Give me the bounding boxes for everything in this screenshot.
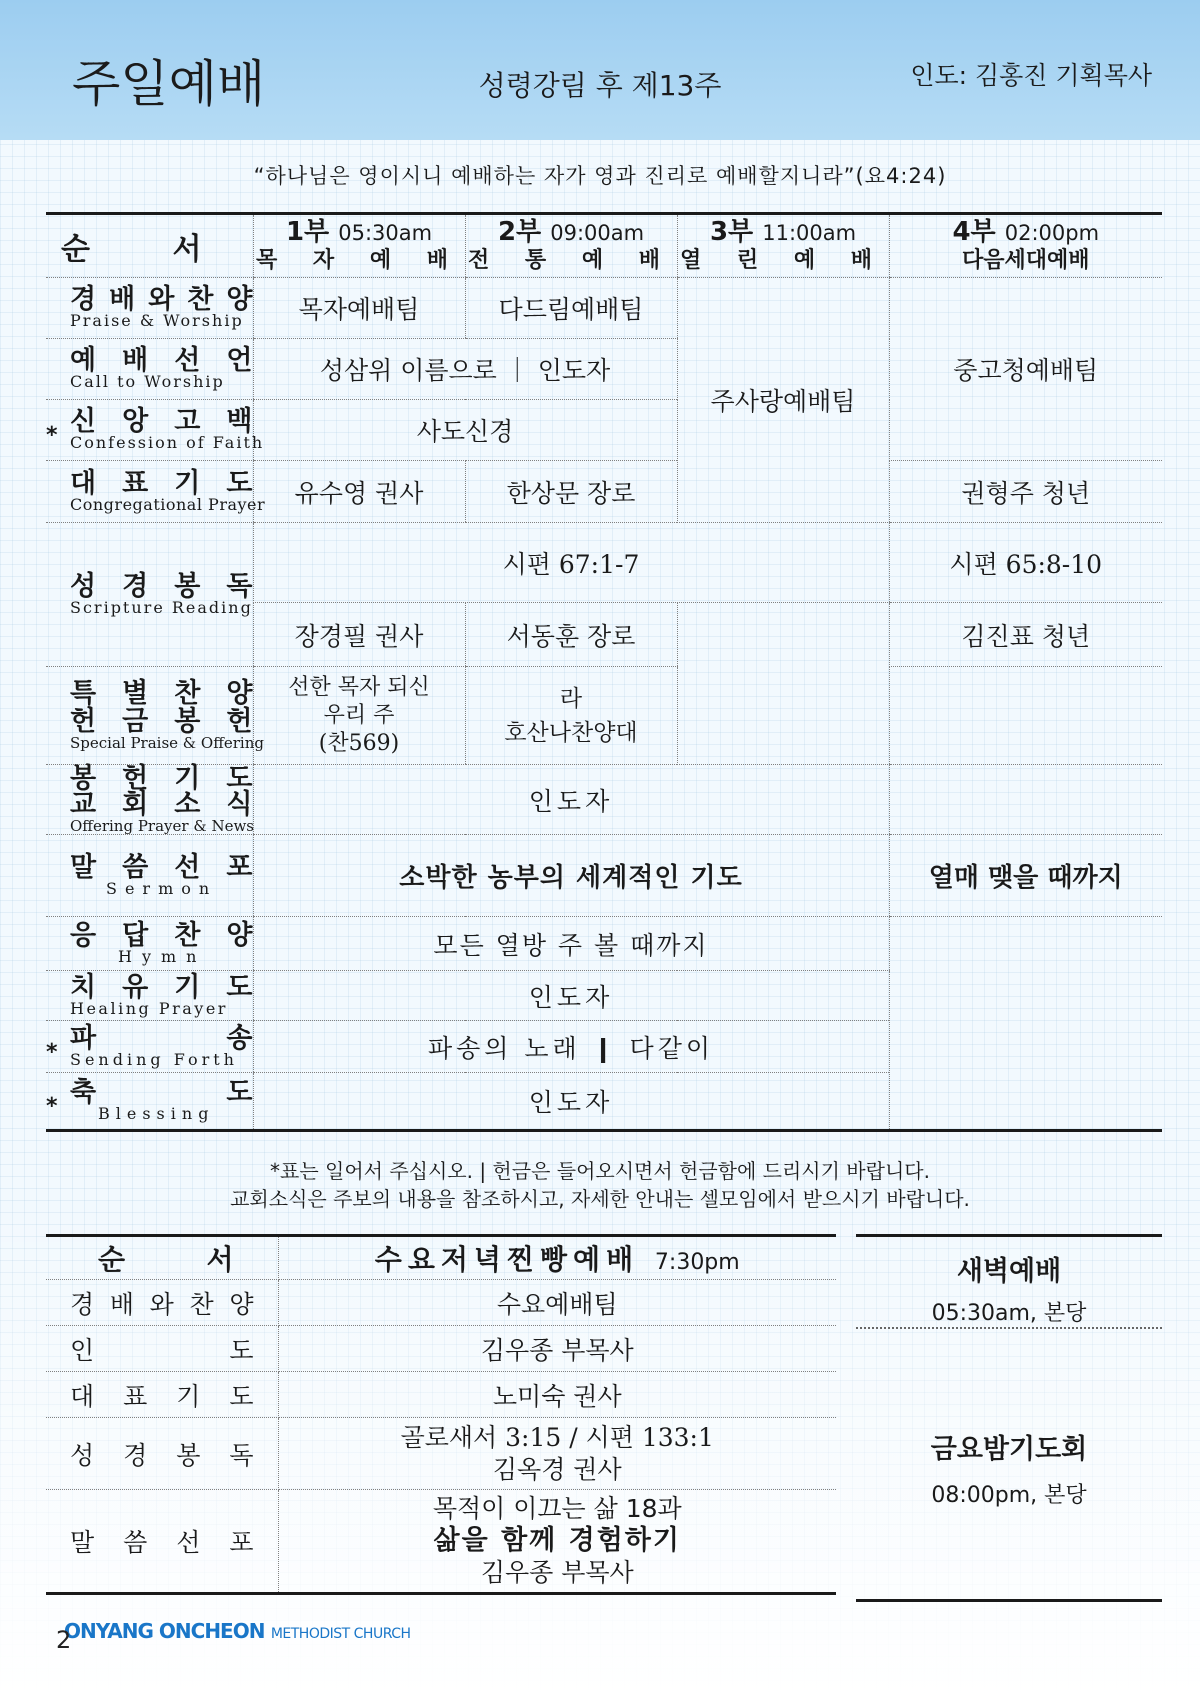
reader-1: 장경필 권사 [253,603,465,667]
label-call: 예 배 선 언 Call to Worship [46,339,253,400]
call-12: 성삼위 이름으로 ｜ 인도자 [253,339,677,400]
praise-1: 목자예배팀 [253,278,465,339]
offering-4-empty [889,765,1162,835]
confession-12: 사도신경 [253,400,677,461]
wed-title-cell: 수요저녁찐빵예배 7:30pm [278,1236,836,1280]
reader-3-empty [677,603,889,765]
row-prayer [46,461,1162,523]
label-praise: 경 배 와 찬 양 Praise & Worship [46,278,253,339]
row-scripture-text [46,523,1162,603]
label-sending: * 파 송 Sending Forth [46,1021,253,1073]
reader-2: 서동훈 장로 [465,603,677,667]
healing-123: 인도자 [253,971,889,1021]
wed-row-sermon: 말 씀 선 포 목적이 이끄는 삶 18과 삶을 함께 경험하기 김우종 부목사 [46,1490,836,1594]
page-number: 2 [56,1626,72,1654]
special-1: 선한 목자 되신 우리 주 (찬569) [253,667,465,765]
blessing-123: 인도자 [253,1073,889,1131]
closing-4-empty [889,917,1162,1131]
row-special [46,667,1162,765]
special-4-empty [889,667,1162,765]
stand-star: * [46,1094,58,1119]
service3-team: 주사랑예배팀 [677,278,889,523]
order-header: 순 서 [46,214,253,278]
wed-header-row [46,1236,836,1280]
row-praise [46,278,1162,339]
label-sermon: 말 씀 선 포 Sermon [46,835,253,917]
label-healing: 치 유 기 도 Healing Prayer [46,971,253,1021]
wednesday-order-table [46,1234,836,1595]
page-title: 주일예배 [72,55,266,113]
friday-service: 금요밤기도회 08:00pm, 본당 [930,1434,1088,1508]
service4-team: 중고청예배팀 [889,278,1162,461]
worship-leader: 인도: 김홍진 기획목사 [910,61,1152,90]
hymn-123: 모든 열방 주 볼 때까지 [253,917,889,971]
service-1-header: 1부 05:30am 목 자 예 배 [253,214,465,278]
prayer-4: 권형주 청년 [889,461,1162,523]
prayer-1: 유수영 권사 [253,461,465,523]
row-hymn [46,917,1162,971]
dawn-service: 새벽예배 05:30am, 본당 [856,1237,1162,1329]
scripture-123: 시편 67:1-7 [253,523,889,603]
wed-row-scripture: 성 경 봉 독 골로새서 3:15 / 시편 133:1 김옥경 권사 [46,1418,836,1490]
notice: *표는 일어서 주십시오. | 헌금은 들어오시면서 헌금함에 드리시기 바랍니다. 교회소식은 주보의 내용을 참조하시고, 자세한 안내는 셀모임에서 받으시기 바랍니다. [230,1159,970,1211]
praise-2: 다드림예배팀 [465,278,677,339]
liturgical-week: 성령강림 후 제13주 [478,69,722,102]
label-confession: * 신 앙 고 백 Confession of Faith [46,400,253,461]
label-offering: 봉 헌 기 도 교 회 소 식 Offering Prayer & News [46,765,253,835]
sunday-order-table [46,212,1162,1132]
label-special: 특 별 찬 양 헌 금 봉 헌 Special Praise & Offering [46,667,253,765]
stand-star: * [46,1039,58,1065]
theme-verse: “하나님은 영이시니 예배하는 자가 영과 진리로 예배할지니라”(요4:24) [253,164,947,188]
wed-row-praise: 경 배 와 찬 양 수요예배팀 [46,1280,836,1326]
wed-row-leader: 인 도 김우종 부목사 [46,1326,836,1372]
label-prayer: 대 표 기 도 Congregational Prayer [46,461,253,523]
offering-123: 인도자 [253,765,889,835]
service-3-header: 3부 11:00am 열 린 예 배 [677,214,889,278]
wed-order-header: 순 서 [46,1236,278,1280]
sermon-4: 열매 맺을 때까지 [889,835,1162,917]
scripture-4: 시편 65:8-10 [889,523,1162,603]
wed-row-prayer: 대 표 기 도 노미숙 권사 [46,1372,836,1418]
label-blessing: * 축 도 Blessing [46,1077,253,1123]
row-sermon [46,835,1162,917]
special-2: 라 호산나찬양대 [465,667,677,765]
church-logo: ONYANG ONCHEON METHODIST CHURCH [64,1619,411,1643]
service-2-header: 2부 09:00am 전 통 예 배 [465,214,677,278]
table-header-row [46,214,1162,278]
label-ko: 경 배 와 찬 양 [70,284,253,315]
prayer-2: 한상문 장로 [465,461,677,523]
label-hymn: 응 답 찬 양 Hymn [46,917,253,971]
other-services [856,1234,1162,1602]
service-4-header: 4부 02:00pm 다음세대예배 [889,214,1162,278]
stand-star: * [46,423,58,448]
sending-123: 파송의 노래 ❙ 다같이 [253,1021,889,1073]
row-offering [46,765,1162,835]
sermon-title: 소박한 농부의 세계적인 기도 [253,835,889,917]
reader-4: 김진표 청년 [889,603,1162,667]
header-band [0,0,1200,140]
label-scripture: 성 경 봉 독 Scripture Reading [46,523,253,667]
